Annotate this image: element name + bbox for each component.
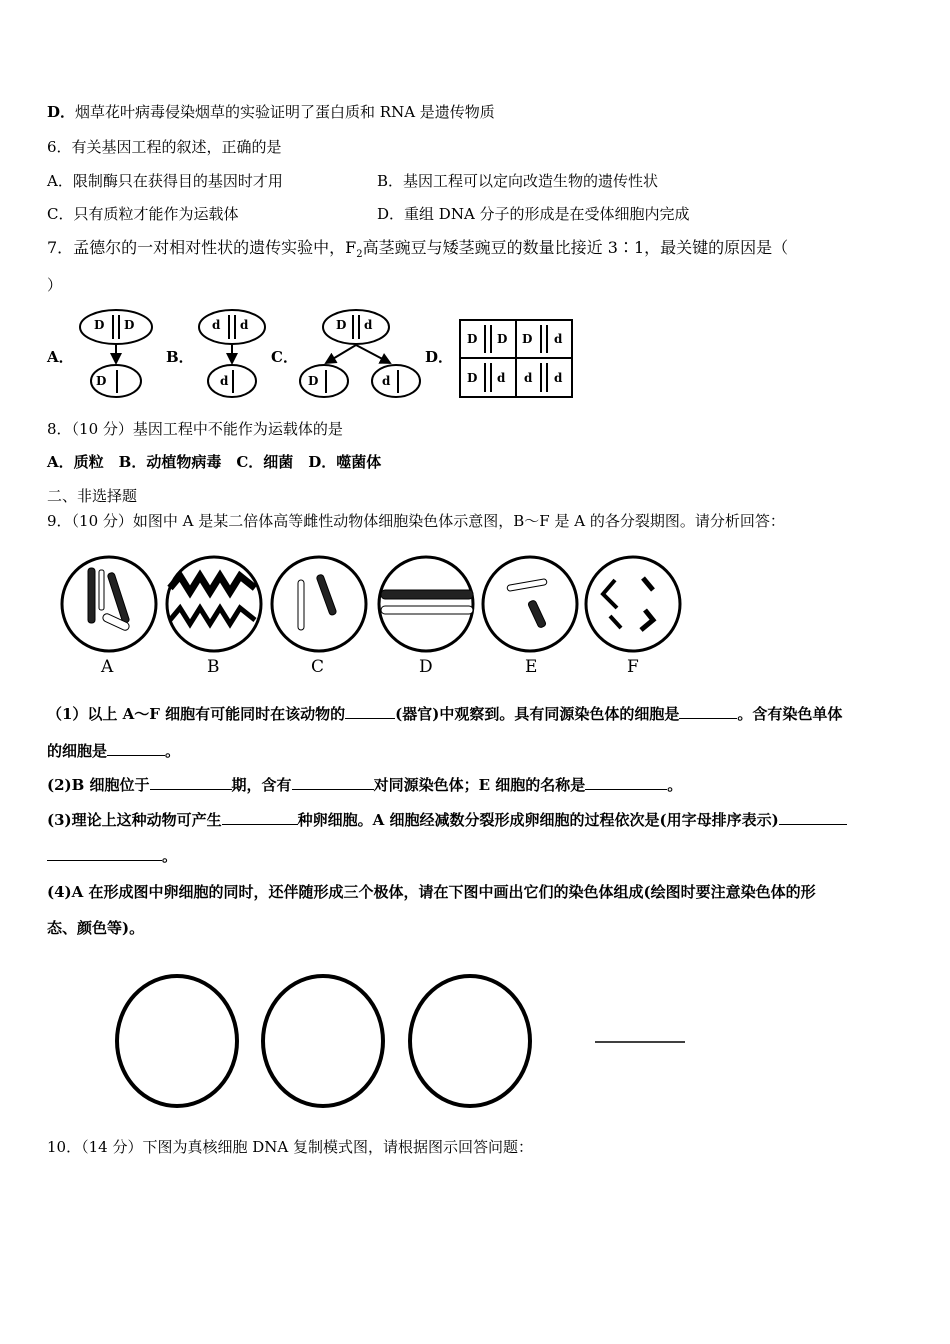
q9-p3-blank-kinds[interactable] [222, 810, 298, 825]
q9-p2-text-a: (2)B 细胞位于 [47, 776, 150, 794]
polar-body-circle-3[interactable] [410, 976, 530, 1106]
q6-option-d: D．重组 DNA 分子的形成是在受体细胞内完成 [377, 205, 690, 223]
q9-label-f: F [627, 657, 639, 677]
q9-part-3 [47, 810, 847, 830]
q9-p2-blank-ename[interactable] [585, 775, 667, 790]
q9-p3-text-b: 种卵细胞。A 细胞经减数分裂形成卵细胞的过程依次是(用字母排序表示) [297, 811, 779, 829]
q9-cell-b [167, 557, 261, 651]
q7-b-gene-1: d [212, 318, 221, 332]
q9-p3-text-c: 。 [162, 847, 178, 865]
q7-stem-post: 高茎豌豆与矮茎豌豆的数量比接近 3∶1，最关键的原因是（ [362, 238, 789, 257]
q9-p3-blank-order-2[interactable] [47, 846, 162, 861]
q8-stem: 8．（10 分）基因工程中不能作为运载体的是 [47, 420, 343, 438]
polar-body-circle-1[interactable] [117, 976, 237, 1106]
q9-p1-blank-homologous[interactable] [679, 704, 737, 719]
q7-d-gene-3: D [522, 332, 533, 346]
q7-d-gene-1: D [467, 332, 478, 346]
q9-p1-blank-chromatid[interactable] [107, 741, 165, 756]
q9-part-4: (4)A 在形成图中卵细胞的同时，还伴随形成三个极体，请在下图中画出它们的染色体组成(绘图时要注意染色体的形 [47, 883, 816, 901]
q7-opt-a-label: A． [47, 348, 74, 366]
q5-option-d-text: 烟草花叶病毒侵染烟草的实验证明了蛋白质和 RNA 是遗传物质 [75, 103, 495, 121]
q7-c-gene-1: D [336, 318, 347, 332]
q7-diagram-d [460, 320, 572, 397]
q7-c-gene-2: d [364, 318, 373, 332]
q7-d-gene-8: d [554, 371, 563, 385]
q9-p2-text-d: 。 [667, 776, 683, 794]
polar-body-circle-2[interactable] [263, 976, 383, 1106]
q9-cell-c [272, 557, 366, 651]
q7-d-gene-6: d [497, 371, 506, 385]
q9-p1-text-c: 。含有染色单体 [737, 705, 843, 723]
q7-a-gene-1: D [94, 318, 105, 332]
q7-c-gene-4: d [382, 374, 391, 388]
q9-cell-figures [55, 548, 695, 678]
q9-p2-text-c: 对同源染色体；E 细胞的名称是 [373, 776, 586, 794]
q7-opt-c-label: C． [271, 348, 298, 366]
q7-d-gene-2: D [497, 332, 508, 346]
q9-stem: 9．（10 分）如图中 A 是某二倍体高等雌性动物体细胞染色体示意图，B～F 是 A 的各分裂期图。请分析回答： [47, 512, 785, 530]
q9-part-1-cont [47, 741, 180, 761]
q7-d-gene-5: D [467, 371, 478, 385]
q9-label-c: C [311, 657, 325, 677]
q7-a-gene-2: D [124, 318, 135, 332]
q7-stem-pre: 7．孟德尔的一对相对性状的遗传实验中，F [47, 238, 357, 257]
q7-stem-close: ） [47, 276, 63, 294]
q7-b-gene-2: d [240, 318, 249, 332]
q9-p1-text-b: (器官)中观察到。具有同源染色体的细胞是 [395, 705, 680, 723]
q9-label-b: B [207, 657, 220, 677]
q7-stem-sub: 2 [356, 249, 363, 261]
q9-cell-f [586, 557, 680, 651]
q9-part-2 [47, 775, 682, 795]
q9-p1-text-a: （1）以上 A～F 细胞有可能同时在该动物的 [47, 705, 346, 723]
q7-b-gene-3: d [220, 374, 229, 388]
q9-part-3-cont [47, 846, 177, 866]
q7-d-gene-4: d [554, 332, 563, 346]
q9-part-1 [47, 704, 842, 724]
q7-diagrams [60, 305, 580, 405]
q9-label-a: A [101, 657, 114, 677]
q7-diagram-c [300, 310, 420, 397]
q8-options: A．质粒 B．动植物病毒 C．细菌 D．噬菌体 [47, 453, 382, 471]
q9-cell-a [62, 557, 156, 651]
q9-drawing-area [105, 965, 705, 1115]
q9-p2-text-b: 期，含有 [231, 776, 292, 794]
q7-diagram-b [199, 310, 265, 397]
q9-cell-d [379, 557, 473, 651]
q6-option-c: C．只有质粒才能作为运载体 [47, 205, 239, 223]
q9-p1-text-e: 。 [165, 742, 181, 760]
q5-option-d [47, 102, 495, 122]
q7-c-gene-3: D [308, 374, 319, 388]
q9-p2-blank-phase[interactable] [150, 775, 232, 790]
q9-p3-blank-order-1[interactable] [779, 810, 847, 825]
q7-a-gene-3: D [96, 374, 107, 388]
q9-part-4-cont: 态、颜色等)。 [47, 919, 145, 937]
q9-p1-blank-organ[interactable] [345, 704, 395, 719]
section-2-heading: 二、非选择题 [47, 487, 138, 505]
q6-option-a: A．限制酶只在获得目的基因时才用 [47, 172, 283, 190]
q9-label-d: D [419, 657, 433, 677]
q7-stem [47, 238, 788, 265]
q6-option-b: B．基因工程可以定向改造生物的遗传性状 [377, 172, 659, 190]
q9-p3-text-a: (3)理论上这种动物可产生 [47, 811, 222, 829]
q7-opt-d-label: D． [425, 348, 454, 366]
q7-diagram-a [80, 310, 152, 397]
q9-label-e: E [525, 657, 538, 677]
q9-p2-blank-pairs[interactable] [292, 775, 374, 790]
q9-p1-text-d: 的细胞是 [47, 742, 108, 760]
q5-option-d-label: D． [47, 103, 76, 121]
q7-opt-b-label: B． [166, 348, 194, 366]
q7-d-gene-7: d [524, 371, 533, 385]
q6-stem: 6．有关基因工程的叙述，正确的是 [47, 138, 282, 156]
q10-stem: 10．（14 分）下图为真核细胞 DNA 复制模式图，请根据图示回答问题： [47, 1138, 533, 1156]
